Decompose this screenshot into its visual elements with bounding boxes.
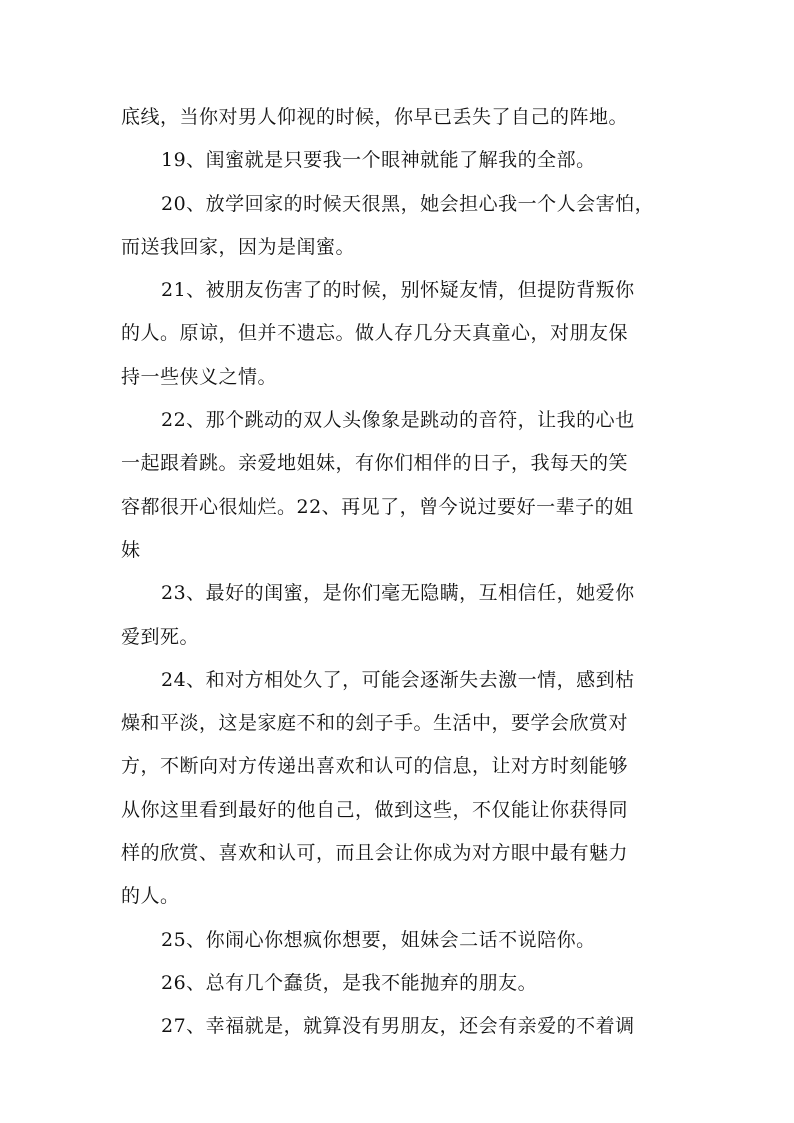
paragraph-first-line: 19、闺蜜就是只要我一个眼神就能了解我的全部。 [161,149,596,172]
document-body [121,96,681,1049]
paragraph-first-line: 22、那个跳动的双人头像象是跳动的音符，让我的心也 [161,409,635,432]
paragraph-first-line: 21、被朋友伤害了的时候，别怀疑友情，但提防背叛你 [161,279,635,302]
paragraph-line: 的人。 [121,885,180,908]
paragraph-line: 而送我回家，因为是闺蜜。 [121,235,356,258]
paragraph-line: 燥和平淡，这是家庭不和的刽子手。生活中，要学会欣赏对 [121,712,629,735]
paragraph-line: 妹 [121,538,141,561]
paragraph-first-line: 23、最好的闺蜜，是你们毫无隐瞒，互相信任，她爱你 [161,582,635,605]
paragraph-first-line: 25、你闹心你想疯你想要，姐妹会二话不说陪你。 [161,928,596,951]
paragraph-line: 方，不断向对方传递出喜欢和认可的信息，让对方时刻能够 [121,755,629,778]
paragraph-first-line: 26、总有几个蠢货，是我不能抛弃的朋友。 [161,971,538,994]
paragraph-line: 爱到死。 [121,625,200,648]
paragraph-first-line: 24、和对方相处久了，可能会逐渐失去激一情，感到枯 [161,668,635,691]
paragraph-line: 一起跟着跳。亲爱地姐妹，有你们相伴的日子，我每天的笑 [121,452,629,475]
paragraph-line: 的人。原谅，但并不遗忘。做人存几分天真童心，对朋友保 [121,322,629,345]
paragraph-line: 底线，当你对男人仰视的时候，你早已丢失了自己的阵地。 [121,106,629,128]
paragraph-first-line: 27、幸福就是，就算没有男朋友，还会有亲爱的不着调 [161,1015,635,1038]
paragraph-line: 从你这里看到最好的他自己，做到这些，不仅能让你获得同 [121,798,629,821]
paragraph-first-line: 20、放学回家的时候天很黑，她会担心我一个人会害怕， [161,192,655,215]
paragraph-line: 容都很开心很灿烂。22、再见了，曾今说过要好一辈子的姐 [121,495,634,518]
paragraph-line: 样的欣赏、喜欢和认可，而且会让你成为对方眼中最有魅力 [121,842,629,865]
paragraph-line: 持一些侠义之情。 [121,365,278,388]
